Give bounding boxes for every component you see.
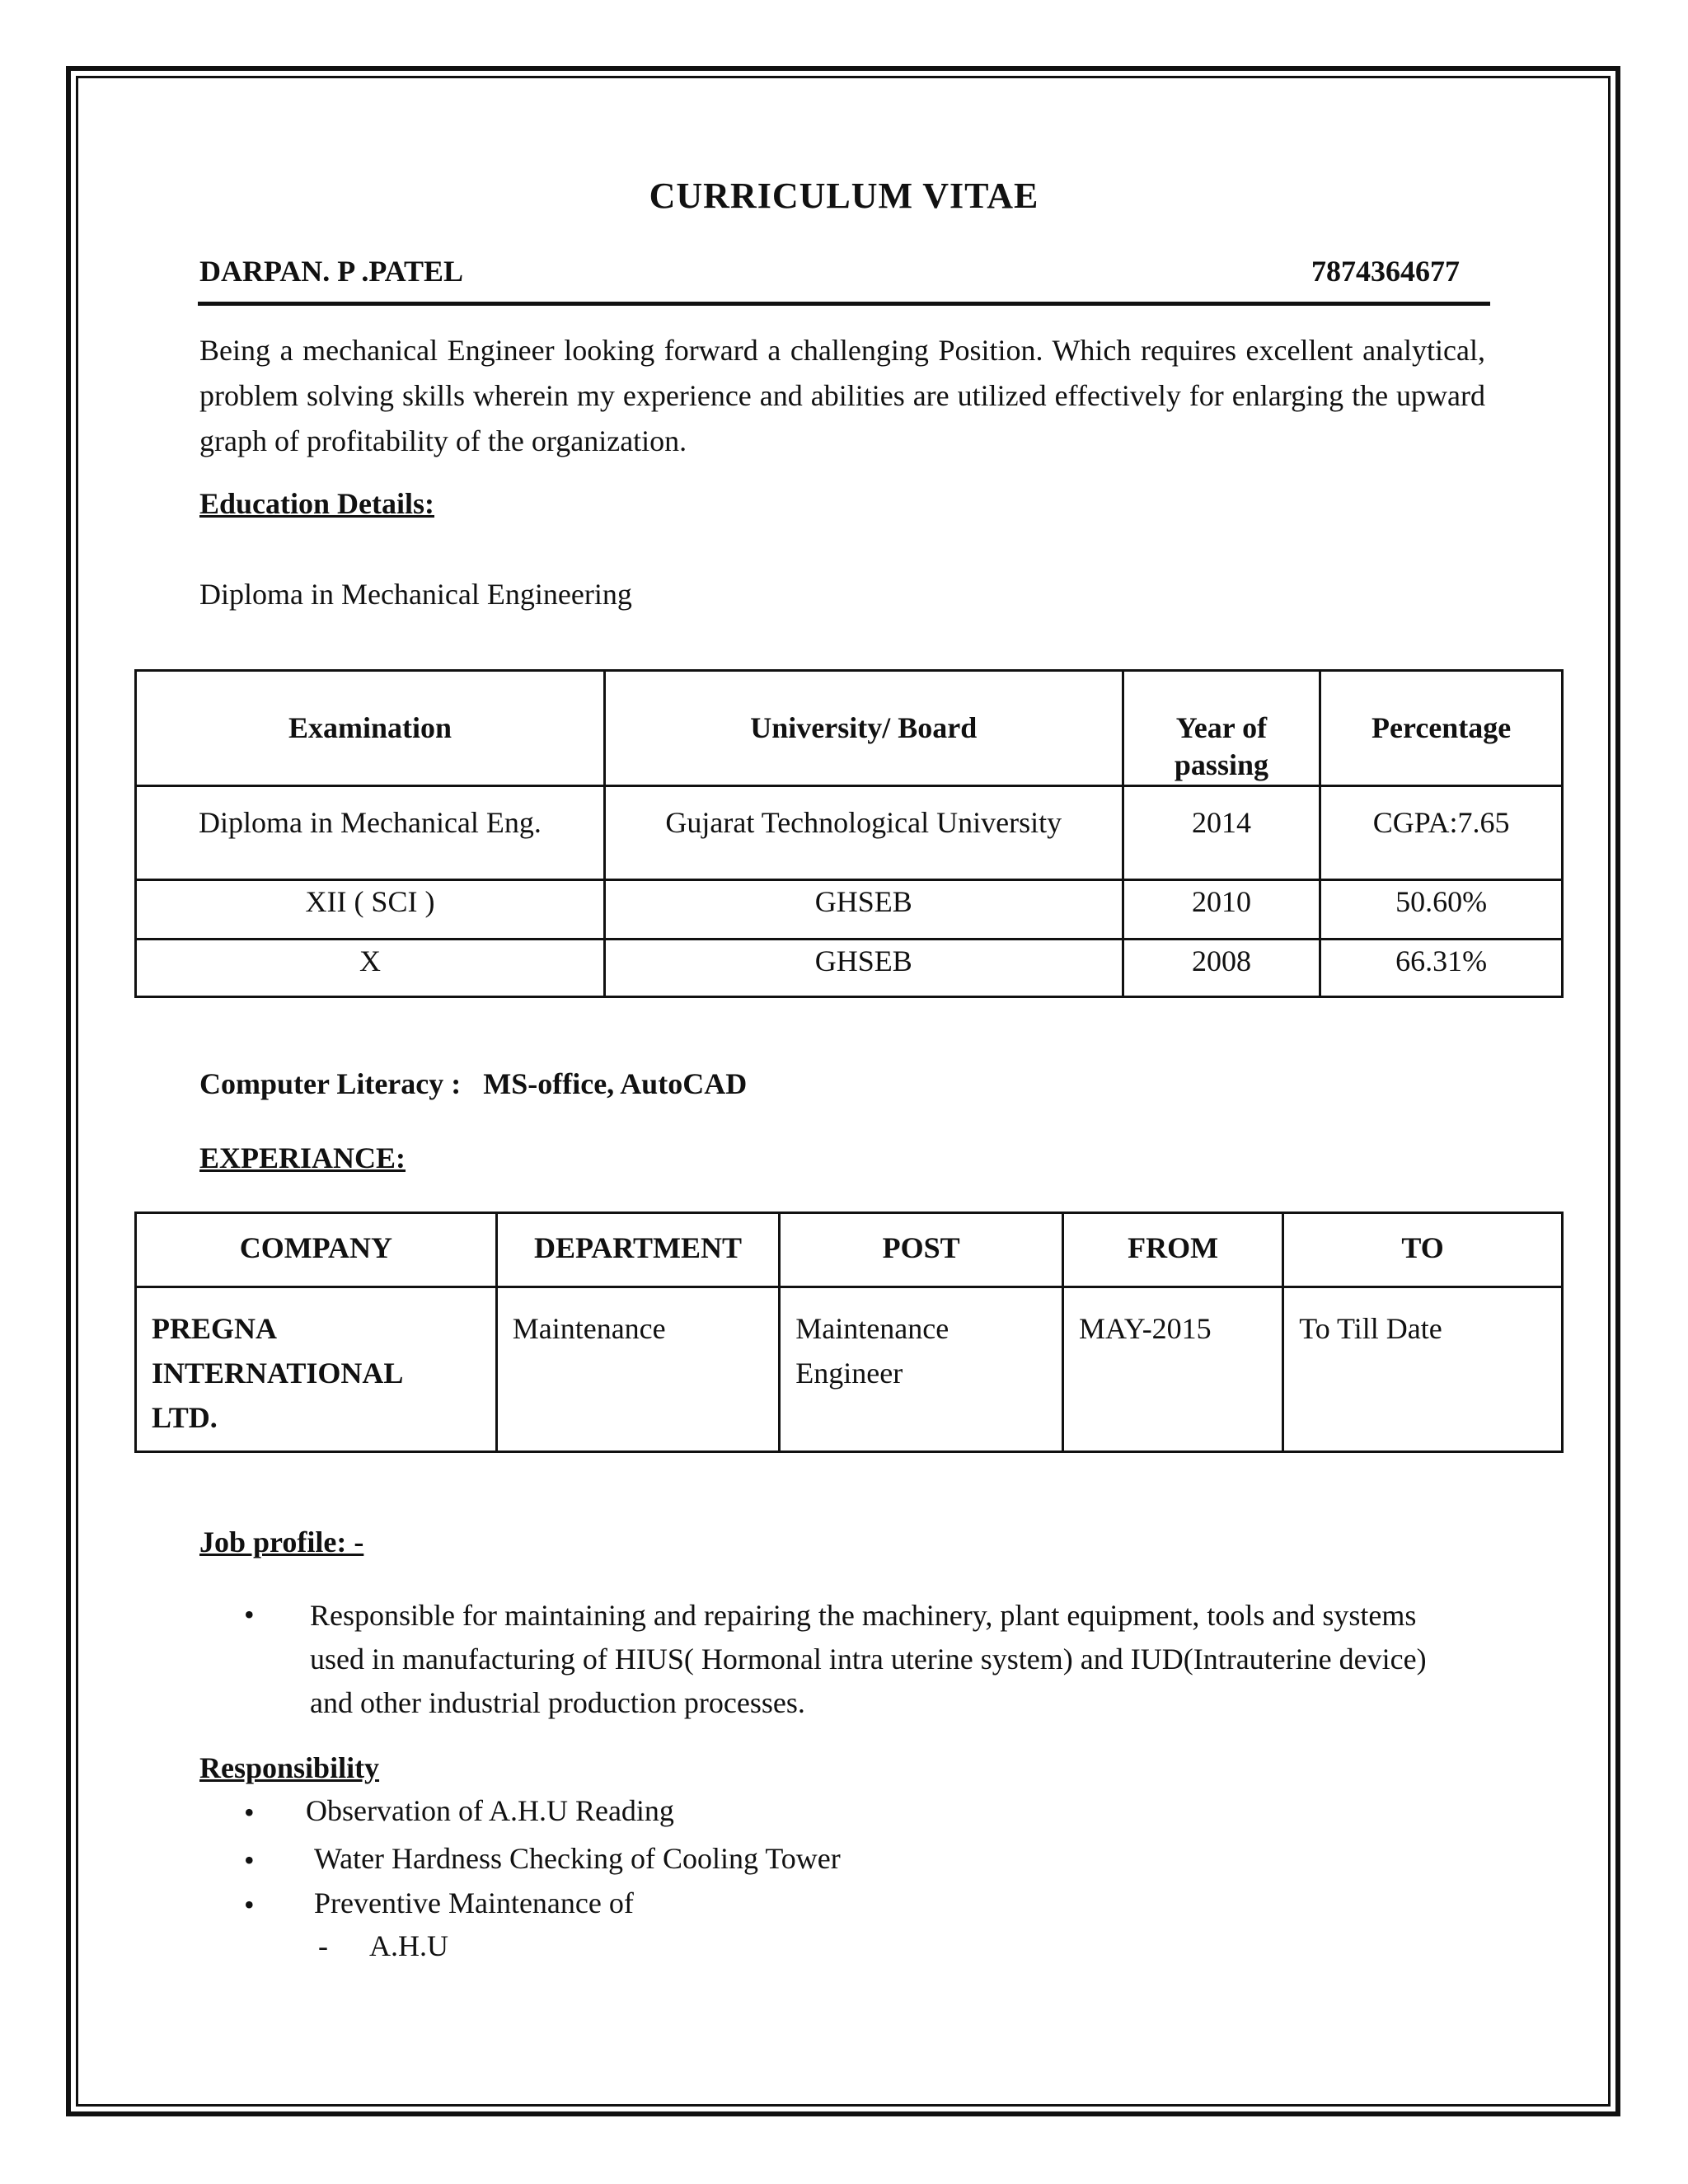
cell-to: To Till Date xyxy=(1283,1287,1563,1452)
computer-literacy-value: MS-office, AutoCAD xyxy=(483,1067,748,1100)
document-title: CURRICULUM VITAE xyxy=(649,176,1039,216)
cell-board: GHSEB xyxy=(604,940,1123,997)
cell-board: Gujarat Technological University xyxy=(604,786,1123,880)
cell-exam: XII ( SCI ) xyxy=(136,880,605,940)
cell-exam: Diploma in Mechanical Eng. xyxy=(136,786,605,880)
cell-percentage: CGPA:7.65 xyxy=(1320,786,1563,880)
table-header-row xyxy=(136,1213,1563,1287)
job-profile-item: Responsible for maintaining and repairing the machinery, plant equipment, tools and systems used in manufacturing of HIUS( Hormonal intra uterine system) and IUD(Intrauterine device) and other industrial production processes. xyxy=(310,1599,1427,1719)
header-to: TO xyxy=(1283,1213,1563,1287)
cell-percentage: 50.60% xyxy=(1320,880,1563,940)
experience-heading: EXPERIANCE: xyxy=(199,1141,406,1174)
header-examination: Examination xyxy=(136,671,605,786)
cell-exam: X xyxy=(136,940,605,997)
cell-year: 2014 xyxy=(1123,786,1320,880)
computer-literacy-line xyxy=(199,1066,747,1101)
table-header-row xyxy=(136,671,1563,786)
responsibility-item: Observation of A.H.U Reading xyxy=(306,1794,674,1827)
table-row xyxy=(136,880,1563,940)
header-divider xyxy=(198,302,1490,306)
cell-year: 2008 xyxy=(1123,940,1320,997)
phone-number: 7874364677 xyxy=(1311,255,1460,288)
cell-company: PREGNA INTERNATIONAL LTD. xyxy=(136,1287,497,1452)
responsibility-item: Water Hardness Checking of Cooling Tower xyxy=(314,1842,841,1875)
responsibility-heading: Responsibility xyxy=(199,1751,380,1784)
bullet: • xyxy=(244,1844,255,1877)
experience-table xyxy=(134,1212,1564,1453)
education-subtitle: Diploma in Mechanical Engineering xyxy=(199,578,632,611)
header-department: DEPARTMENT xyxy=(496,1213,780,1287)
cell-percentage: 66.31% xyxy=(1320,940,1563,997)
header-company: COMPANY xyxy=(136,1213,497,1287)
cell-year: 2010 xyxy=(1123,880,1320,940)
education-heading: Education Details: xyxy=(199,487,435,520)
header-post: POST xyxy=(780,1213,1063,1287)
bullet: • xyxy=(244,1888,255,1921)
education-table xyxy=(134,669,1564,998)
header-university: University/ Board xyxy=(604,671,1123,786)
candidate-name: DARPAN. P .PATEL xyxy=(199,255,463,288)
cell-department: Maintenance xyxy=(496,1287,780,1452)
table-row xyxy=(136,1287,1563,1452)
cell-from: MAY-2015 xyxy=(1062,1287,1282,1452)
header-from: FROM xyxy=(1062,1213,1282,1287)
table-row xyxy=(136,940,1563,997)
bullet: • xyxy=(244,1598,255,1631)
header-percentage: Percentage xyxy=(1320,671,1563,786)
responsibility-sub-item: A.H.U xyxy=(369,1929,448,1962)
header-year: Year of passing xyxy=(1123,671,1320,786)
job-profile-heading: Job profile: - xyxy=(199,1526,364,1558)
bullet: • xyxy=(244,1796,255,1829)
table-row xyxy=(136,786,1563,880)
computer-literacy-label: Computer Literacy : xyxy=(199,1067,462,1100)
cell-board: GHSEB xyxy=(604,880,1123,940)
cell-post: Maintenance Engineer xyxy=(780,1287,1063,1452)
dash-marker: - xyxy=(318,1929,328,1962)
responsibility-item: Preventive Maintenance of xyxy=(314,1886,634,1919)
objective-paragraph: Being a mechanical Engineer looking forward a challenging Position. Which requires excellent analytical, problem solving skills wherein my experience and abilities are utilized effectively for enlarging the upward graph of profitability of the organization. xyxy=(199,334,1485,457)
